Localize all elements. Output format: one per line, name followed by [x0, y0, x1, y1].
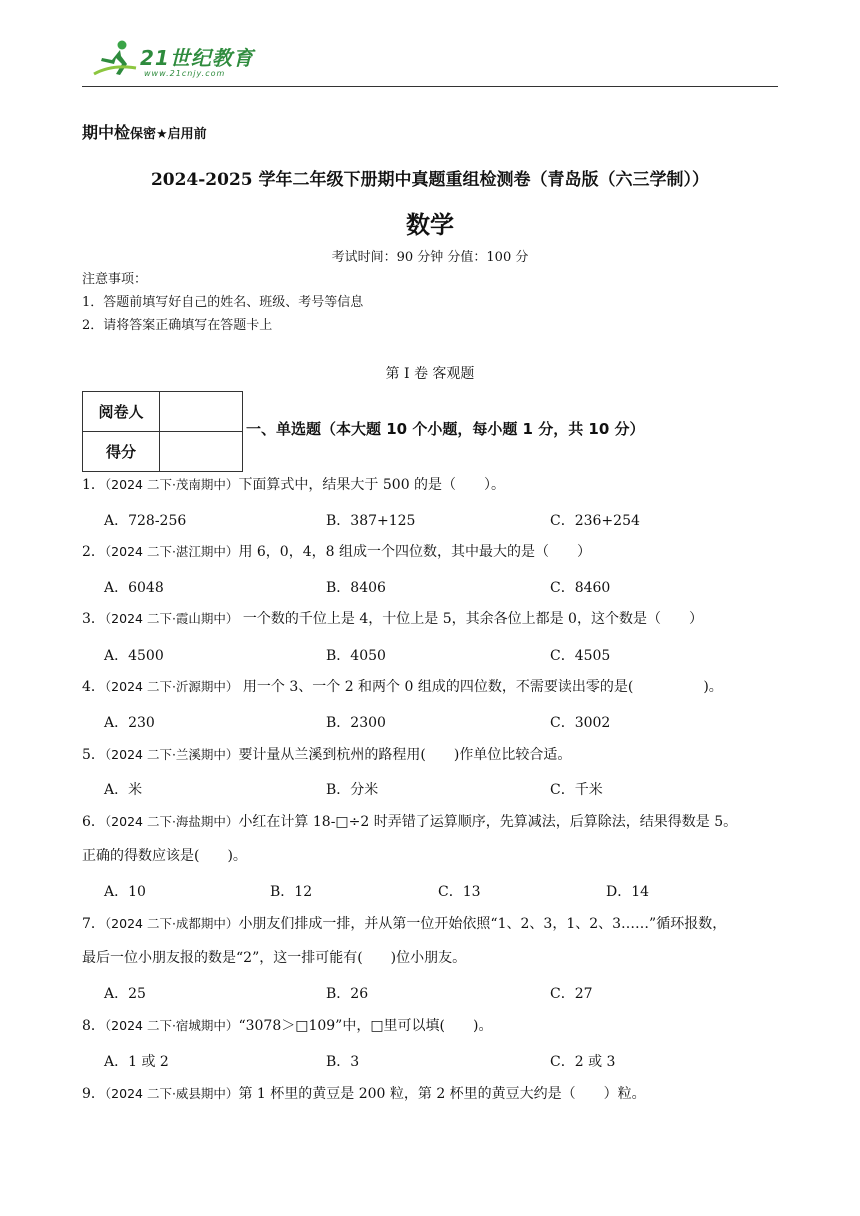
question	[82, 907, 782, 941]
question-text: 用 6，0，4，8 组成一个四位数，其中最大的是（ ）	[238, 544, 591, 560]
question-number: 8．	[82, 1018, 105, 1034]
question-number: 5．	[82, 747, 105, 763]
question-number: 7．	[82, 916, 105, 932]
question	[82, 1077, 782, 1111]
question-number: 9．	[82, 1086, 105, 1102]
question-source: （2024 二下·宿城期中）	[104, 1018, 239, 1033]
question-text: “3078＞□109”中，□里可以填( )。	[238, 1018, 493, 1034]
option[interactable]: B．26	[326, 986, 369, 1002]
runner-logo-icon	[92, 38, 138, 78]
question	[82, 1009, 782, 1043]
question-text: 小红在计算 18-□÷2 时弄错了运算顺序，先算减法，后算除法，结果得数是 5。	[238, 814, 738, 830]
question-text: 要计量从兰溪到杭州的路程用( )作单位比较合适。	[238, 747, 572, 763]
option[interactable]: A．4500	[104, 648, 164, 664]
score-label: 得分	[83, 432, 160, 472]
option[interactable]: A．1 或 2	[104, 1054, 169, 1070]
logo	[92, 38, 254, 78]
option[interactable]: C．13	[438, 884, 481, 900]
option[interactable]: C．千米	[550, 782, 603, 798]
option[interactable]: C．236+254	[550, 513, 640, 529]
exam-tag-main: 期中检	[82, 123, 131, 142]
part-title: 第 I 卷 客观题	[385, 366, 475, 382]
question-number: 6．	[82, 814, 105, 830]
question-number: 1．	[82, 477, 105, 493]
exam-info: 考试时间：90 分钟 分值：100 分	[331, 250, 529, 265]
option[interactable]: B．8406	[326, 580, 386, 596]
option[interactable]: A．728-256	[104, 513, 187, 529]
exam-title: 2024-2025 学年二年级下册期中真题重组检测卷（青岛版（六三学制））	[150, 170, 710, 190]
option[interactable]: C．2 或 3	[550, 1054, 616, 1070]
question-text: 一个数的千位上是 4，十位上是 5，其余各位上都是 0，这个数是（ ）	[238, 611, 703, 627]
option[interactable]: C．3002	[550, 715, 611, 731]
page-header	[82, 36, 778, 87]
question-text: 小朋友们排成一排，并从第一位开始依照“1、2、3，1、2、3……”循环报数，	[238, 916, 727, 932]
question-number: 3．	[82, 611, 105, 627]
question-source: （2024 二下·茂南期中）	[104, 477, 239, 492]
question-continuation: 正确的得数应该是( )。	[82, 848, 247, 864]
question	[82, 805, 782, 839]
notes-heading: 注意事项：	[82, 272, 148, 287]
question-source: （2024 二下·海盐期中）	[104, 814, 239, 829]
question	[82, 468, 782, 502]
question-text: 下面算式中，结果大于 500 的是（ ）。	[238, 477, 506, 493]
option[interactable]: A．米	[104, 782, 143, 798]
question-source: （2024 二下·霞山期中）	[104, 611, 239, 626]
option[interactable]: B．分米	[326, 782, 379, 798]
option[interactable]: A．10	[104, 884, 146, 900]
score-table	[82, 391, 243, 472]
exam-tag-secret: 保密★启用前	[130, 127, 207, 142]
exam-tag	[82, 120, 207, 143]
option[interactable]: B．2300	[326, 715, 386, 731]
question-number: 2．	[82, 544, 105, 560]
subject-title: 数学	[406, 211, 454, 239]
question	[82, 535, 782, 569]
notes-item: 2．请将答案正确填写在答题卡上	[82, 318, 273, 333]
question-source: （2024 二下·湛江期中）	[104, 544, 239, 559]
question-continuation: 最后一位小朋友报的数是“2”，这一排可能有( )位小朋友。	[82, 950, 467, 966]
reviewer-label: 阅卷人	[83, 392, 160, 432]
question	[82, 602, 782, 636]
notes	[82, 268, 363, 337]
option[interactable]: D．14	[606, 884, 650, 900]
notes-item: 1．答题前填写好自己的姓名、班级、考号等信息	[82, 295, 364, 310]
question-text: 用一个 3、一个 2 和两个 0 组成的四位数，不需要读出零的是( )。	[238, 679, 723, 695]
option[interactable]: A．6048	[104, 580, 164, 596]
option[interactable]: A．25	[104, 986, 146, 1002]
logo-name: 21世纪教育	[140, 46, 254, 70]
question-source: （2024 二下·威县期中）	[104, 1086, 239, 1101]
question-source: （2024 二下·成都期中）	[104, 916, 239, 931]
option[interactable]: B．387+125	[326, 513, 416, 529]
score-field[interactable]	[160, 432, 243, 472]
question-number: 4．	[82, 679, 105, 695]
option[interactable]: C．27	[550, 986, 593, 1002]
question-text: 第 1 杯里的黄豆是 200 粒，第 2 杯里的黄豆大约是（ ）粒。	[238, 1086, 646, 1102]
option[interactable]: A．230	[104, 715, 155, 731]
section-title: 一、单选题（本大题 10 个小题，每小题 1 分，共 10 分）	[246, 420, 645, 438]
option[interactable]: B．3	[326, 1054, 360, 1070]
question-source: （2024 二下·沂源期中）	[104, 679, 239, 694]
option[interactable]: B．12	[270, 884, 313, 900]
logo-url: www.21cnjy.com	[144, 69, 226, 78]
option[interactable]: C．8460	[550, 580, 611, 596]
question	[82, 738, 782, 772]
option[interactable]: C．4505	[550, 648, 611, 664]
reviewer-field[interactable]	[160, 392, 243, 432]
question-source: （2024 二下·兰溪期中）	[104, 747, 239, 762]
option[interactable]: B．4050	[326, 648, 386, 664]
question	[82, 670, 782, 704]
